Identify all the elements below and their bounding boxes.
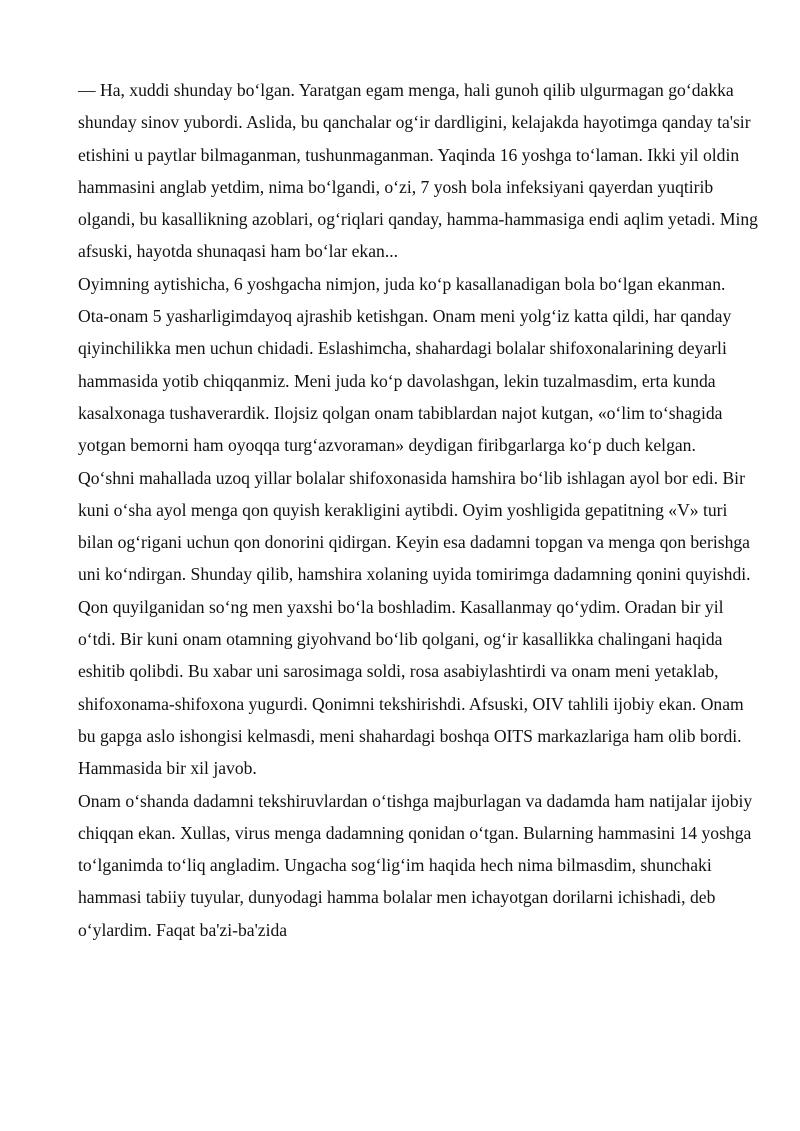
paragraph-4: Onam oʻshanda dadamni tekshiruvlardan oʻtishga majburlagan va dadamda ham natijalar ijobiy chiqqan ekan. Xullas, virus menga dadamning qonidan oʻtgan. Bularning hammasini 14 yoshga toʻlganimda toʻliq angladim. Ungacha sogʻligʻim haqida hech nima bilmasdim, shunchaki hammasi tabiiy tuyular, dunyodagi hamma bolalar men ichayotgan dorilarni ichishadi, deb oʻylardim. Faqat ba'zi-ba'zida	[78, 790, 753, 940]
paragraph-1: — Ha, xuddi shunday boʻlgan. Yaratgan egam menga, hali gunoh qilib ulgurmagan goʻdakka shunday sinov yubordi. Aslida, bu qanchalar ogʻir dardligini, kelajakda hayotimga qanday ta'sir etishini u paytlar bilmaganman, tushunmaganman. Yaqinda 16 yoshga toʻlaman. Ikki yil oldin hammasini anglab yetdim, nima boʻlgandi, oʻzi, 7 yosh bola infeksiyani qayerdan yuqtirib olgandi, bu kasallikning azoblari, ogʻriqlari qanday, hamma-hammasiga endi aqlim yetadi. Ming afsuski, hayotda shunaqasi ham boʻlar ekan...	[78, 80, 758, 262]
paragraph-2: Oyimning aytishicha, 6 yoshgacha nimjon, juda koʻp kasallanadigan bola boʻlgan ekanman. Ota-onam 5 yasharligimdayoq ajrashib ketishgan. Onam meni yolgʻiz katta qildi, har qanday qiyinchilikka men uchun chidadi. Eslashimcha, shahardagi bolalar shifoxonalarining deyarli hammasida yotib chiqqanmiz. Meni juda koʻp davolashgan, lekin tuzalmasdim, erta kunda kasalxonaga tushaverardik. Ilojsiz qolgan onam tabiblardan najot kutgan, «oʻlim toʻshagida yotgan bemorni ham oyoqqa turgʻazvoraman» deydigan firibgarlarga koʻp duch kelgan.	[78, 273, 732, 456]
paragraph-3: Qoʻshni mahallada uzoq yillar bolalar shifoxonasida hamshira boʻlib ishlagan ayol bor edi. Bir kuni oʻsha ayol menga qon quyish kerakligini aytibdi. Oyim yoshligida gepatitning «V» turi bilan ogʻrigani uchun qon donorini qidirgan. Keyin esa dadamni topgan va menga qon berishga uni koʻndirgan. Shunday qilib, hamshira xolaning uyida tomirimga dadamning qonini quyishdi. Qon quyilganidan soʻng men yaxshi boʻla boshladim. Kasallanmay qoʻydim. Oradan bir yil oʻtdi. Bir kuni onam otamning giyohvand boʻlib qolgani, ogʻir kasallikka chalingani haqida eshitib qolibdi. Bu xabar uni sarosimaga soldi, rosa asabiylashtirdi va onam meni yetaklab, shifoxonama-shifoxona yugurdi. Qonimni tekshirishdi. Afsuski, OIV tahlili ijobiy ekan. Onam bu gapga aslo ishongisi kelmasdi, meni shahardagi boshqa OITS markazlariga ham olib bordi. Hammasida bir xil javob.	[78, 467, 751, 779]
